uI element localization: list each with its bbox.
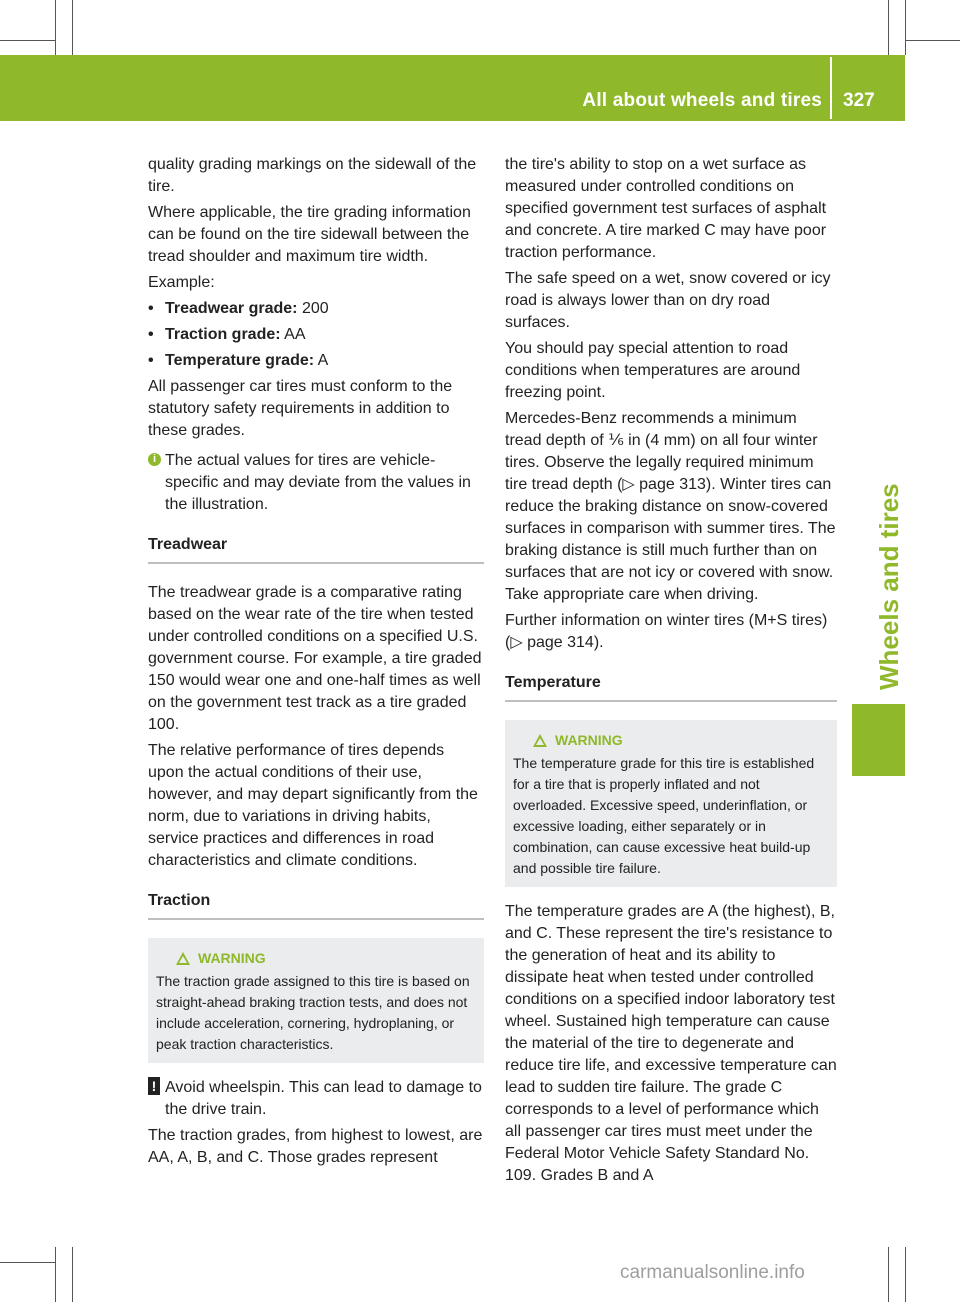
crop-mark bbox=[72, 1247, 73, 1302]
section-heading-treadwear: Treadwear bbox=[148, 534, 484, 564]
page-title: All about wheels and tires bbox=[582, 90, 822, 111]
side-tab-label: Wheels and tires bbox=[874, 483, 904, 690]
bullet-icon: • bbox=[148, 326, 154, 343]
bullet-value: AA bbox=[284, 326, 306, 343]
paragraph: The temperature grades are A (the highest), B, and C. These represent the tire's resistance to the generation of heat and its ability to dissipate heat when tested under controlled conditions on a specified indoor laboratory test wheel. Sustained high temperature can cause the material of the tire to degenerate and reduce tire life, and excessive temperature can lead to sudden tire failure. The grade C corresponds to a level of performance which all passenger car tires must meet under the Federal Motor Vehicle Safety Standard No. 109. Grades B and A bbox=[505, 903, 837, 1184]
paragraph: Further information on winter tires (M+S tires) (▷ page 314). bbox=[505, 612, 828, 651]
bullet-icon: • bbox=[148, 352, 154, 369]
crop-mark bbox=[0, 40, 55, 41]
crop-mark bbox=[72, 0, 73, 55]
bullet-label: Traction grade: bbox=[165, 326, 281, 343]
crop-mark bbox=[905, 0, 906, 55]
header-divider bbox=[830, 57, 832, 119]
paragraph: Where applicable, the tire grading information can be found on the tire sidewall between the tread shoulder and maximum tire width. bbox=[148, 204, 471, 265]
bullet-icon: • bbox=[148, 300, 154, 317]
warning-box bbox=[505, 720, 837, 887]
exclamation-icon: ! bbox=[148, 1077, 160, 1095]
bullet-value: 200 bbox=[301, 300, 329, 317]
paragraph: The safe speed on a wet, snow covered or icy road is always lower than on dry road surfaces. bbox=[505, 270, 831, 331]
paragraph: The traction grades, from highest to lowest, are AA, A, B, and C. Those grades represent bbox=[148, 1127, 483, 1166]
paragraph: The relative performance of tires depends upon the actual conditions of their use, however, and may depart significantly from the norm, due to variations in driving habits, service practices and differences in road characteristics and climate conditions. bbox=[148, 742, 478, 869]
paragraph: the tire's ability to stop on a wet surface as measured under controlled conditions on specified government test surfaces of asphalt and concrete. A tire marked C may have poor traction performance. bbox=[505, 156, 827, 261]
paragraph: quality grading markings on the sidewall of the tire. bbox=[148, 156, 477, 195]
caution-note bbox=[148, 1077, 484, 1121]
info-note bbox=[148, 450, 484, 516]
paragraph: All passenger car tires must conform to the statutory safety requirements in addition to these grades. bbox=[148, 378, 453, 439]
list-item bbox=[148, 298, 484, 320]
paragraph: Example: bbox=[148, 274, 215, 291]
list-item bbox=[148, 324, 484, 346]
note-text: The actual values for tires are vehicle-specific and may deviate from the values in the illustration. bbox=[165, 452, 471, 513]
warning-box bbox=[148, 938, 484, 1063]
section-heading-temperature: Temperature bbox=[505, 672, 837, 702]
right-column bbox=[505, 154, 837, 1191]
warning-text: The traction grade assigned to this tire is based on straight-ahead braking traction tests, and does not include acceleration, cornering, hydroplaning, or peak traction characteristics. bbox=[156, 973, 470, 1052]
bullet-label: Treadwear grade: bbox=[165, 300, 298, 317]
crop-mark bbox=[55, 0, 56, 55]
crop-mark bbox=[888, 1247, 889, 1302]
paragraph: The treadwear grade is a comparative rating based on the wear rate of the tire when tested under controlled conditions on a specified U.S. government course. For example, a tire graded 150 would wear one and one-half times as well on the government test track as a tire graded 100. bbox=[148, 584, 482, 733]
paragraph: You should pay special attention to road conditions when temperatures are around freezing point. bbox=[505, 340, 801, 401]
crop-mark bbox=[888, 0, 889, 55]
warning-header bbox=[156, 948, 476, 969]
left-column bbox=[148, 154, 484, 1173]
bullet-value: A bbox=[317, 352, 329, 369]
warning-triangle-icon bbox=[533, 734, 547, 747]
watermark: carmanualsonline.info bbox=[620, 1262, 805, 1283]
info-icon: i bbox=[148, 453, 161, 466]
warning-title: WARNING bbox=[555, 732, 623, 748]
crop-mark bbox=[55, 1247, 56, 1302]
warning-title: WARNING bbox=[198, 950, 266, 966]
section-heading-traction: Traction bbox=[148, 890, 484, 920]
paragraph: Mercedes-Benz recommends a minimum tread depth of ⅙ in (4 mm) on all four winter tires. Observe the legally required minimum tire tread depth (▷ page 313). Winter tires can reduce the braking distance on snow-covered surfaces in comparison with summer tires. The braking distance is still much further than on surfaces that are not icy or covered with snow. Take appropriate care when driving. bbox=[505, 410, 836, 603]
page-number: 327 bbox=[843, 90, 875, 111]
warning-text: The temperature grade for this tire is established for a tire that is properly inflated and not overloaded. Excessive speed, underinflation, or excessive loading, either separately or in combination, can cause excessive heat build-up and possible tire failure. bbox=[513, 755, 815, 876]
bullet-label: Temperature grade: bbox=[165, 352, 315, 369]
warning-header bbox=[513, 730, 829, 751]
warning-triangle-icon bbox=[176, 952, 190, 965]
crop-mark bbox=[905, 40, 960, 41]
note-text: Avoid wheelspin. This can lead to damage to the drive train. bbox=[165, 1079, 482, 1118]
list-item bbox=[148, 350, 484, 372]
crop-mark bbox=[905, 1247, 906, 1302]
side-tab-block bbox=[852, 704, 905, 776]
crop-mark bbox=[0, 1262, 55, 1263]
